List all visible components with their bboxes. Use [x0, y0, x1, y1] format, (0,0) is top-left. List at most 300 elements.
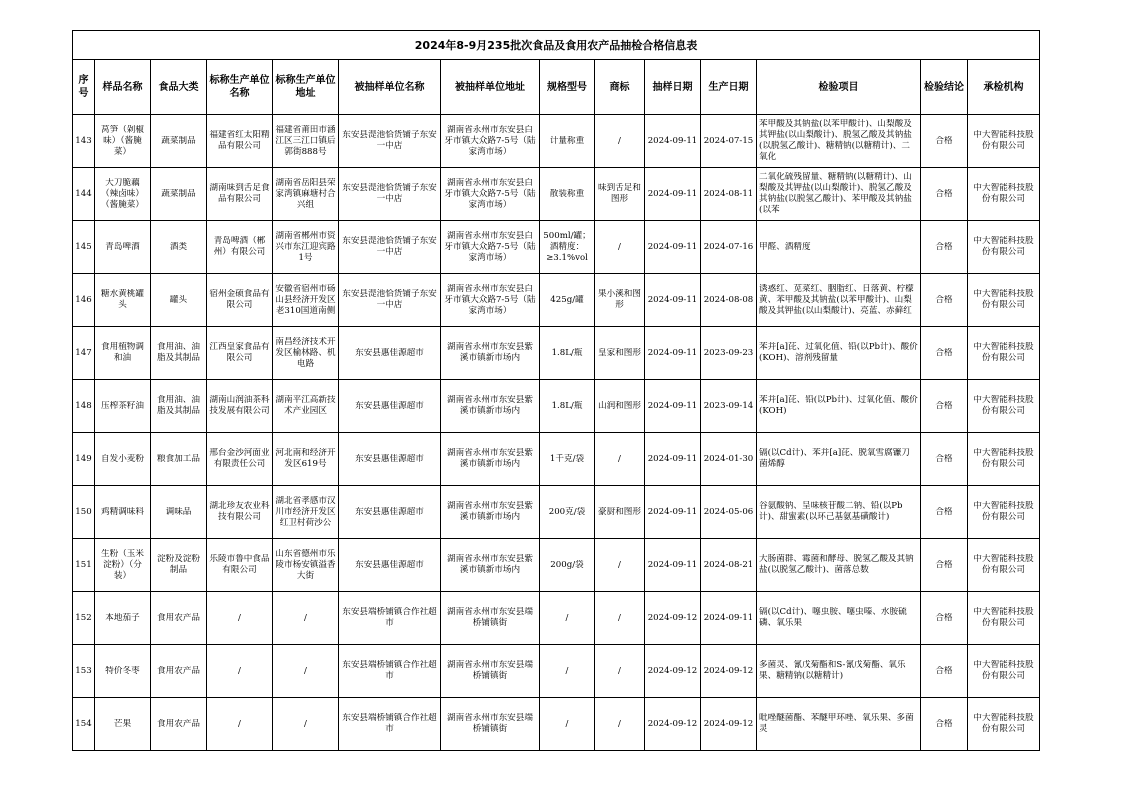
cell-spec	[540, 327, 595, 380]
cell-sampled-address	[441, 221, 540, 274]
cell-category	[151, 433, 207, 486]
cell-brand-text: /	[618, 718, 621, 729]
cell-sampled-unit	[339, 645, 441, 698]
cell-brand	[595, 221, 645, 274]
cell-producer-address	[273, 433, 339, 486]
cell-items	[757, 486, 921, 539]
cell-spec	[540, 168, 595, 221]
cell-sample-name-text: 生粉（玉米淀粉）（分装）	[101, 548, 144, 581]
cell-result-text: 合格	[935, 506, 953, 517]
cell-producer-address-text: 南昌经济技术开发区榆林路、机电路	[275, 336, 336, 369]
cell-spec-text: 1千克/袋	[549, 453, 585, 464]
cell-brand	[595, 592, 645, 645]
cell-sample-date	[645, 327, 701, 380]
column-header: 被抽样单位名称	[339, 60, 441, 115]
cell-brand	[595, 380, 645, 433]
cell-sampled-unit	[339, 327, 441, 380]
cell-spec-text: /	[565, 665, 569, 676]
cell-items-text: 苯甲酸及其钠盐(以苯甲酸计)、山梨酸及其钾盐(以山梨酸计)、脱氢乙酸及其钠盐(以脱氢乙酸计)、糖精钠(以糖精计)、二氧化	[759, 119, 912, 162]
cell-agency	[968, 115, 1040, 168]
column-header: 抽样日期	[645, 60, 701, 115]
cell-result-text: 合格	[935, 559, 953, 570]
cell-sample-name	[95, 380, 151, 433]
cell-sampled-address-text: 湖南省永州市东安县端桥铺镇街	[447, 660, 533, 681]
cell-sample-date-text: 2024-09-12	[647, 612, 698, 623]
cell-items	[757, 327, 921, 380]
cell-production-date	[701, 380, 757, 433]
cell-sample-date	[645, 221, 701, 274]
cell-sample-name	[95, 433, 151, 486]
cell-production-date	[701, 698, 757, 751]
cell-spec	[540, 221, 595, 274]
cell-sampled-address-text: 湖南省永州市东安县紫溪市镇新市场内	[447, 501, 533, 522]
cell-producer-address	[273, 645, 339, 698]
inspection-table	[72, 30, 1040, 751]
cell-sampled-unit	[339, 698, 441, 751]
column-header: 标称生产单位地址	[273, 60, 339, 115]
cell-producer	[207, 433, 273, 486]
cell-production-date-text: 2024-07-15	[703, 135, 754, 146]
cell-production-date-text: 2024-07-16	[703, 241, 754, 252]
cell-spec	[540, 486, 595, 539]
cell-sampled-address-text: 湖南省永州市东安县白牙市镇大众路7-5号（陆家湾市场）	[444, 283, 536, 316]
cell-production-date	[701, 221, 757, 274]
cell-production-date	[701, 274, 757, 327]
cell-producer-address-text: 山东省德州市乐陵市杨安镇溢香大街	[275, 548, 336, 581]
cell-brand	[595, 486, 645, 539]
cell-items-text: 吡唑醚菌酯、苯醚甲环唑、氧乐果、多菌灵	[759, 713, 914, 734]
cell-result-text: 合格	[935, 347, 953, 358]
cell-sample-name	[95, 539, 151, 592]
cell-sampled-unit-text: 东安县湜池恰货铺子东安一中店	[342, 289, 437, 310]
cell-sample-name	[95, 592, 151, 645]
cell-sample-date-text: 2024-09-12	[647, 718, 698, 729]
cell-producer	[207, 380, 273, 433]
cell-sample-date-text: 2024-09-11	[647, 506, 698, 517]
table-row	[73, 380, 1040, 433]
cell-no	[73, 539, 95, 592]
column-header: 检验结论	[921, 60, 968, 115]
cell-sample-date-text: 2024-09-11	[647, 188, 698, 199]
cell-agency-text: 中大智能科技股份有限公司	[973, 501, 1034, 522]
cell-producer	[207, 327, 273, 380]
cell-category-text: 酒类	[169, 241, 188, 252]
cell-result-text: 合格	[935, 188, 953, 199]
cell-producer-address-text: 湖北省孝感市汉川市经济开发区红卫村荷沙公	[275, 495, 336, 528]
cell-producer-address-text: 河北南和经济开发区619号	[275, 448, 336, 469]
cell-brand	[595, 327, 645, 380]
cell-spec	[540, 592, 595, 645]
table-title: 2024年8-9月235批次食品及食用农产品抽检合格信息表	[73, 31, 1040, 60]
cell-producer-address	[273, 168, 339, 221]
cell-agency-text: 中大智能科技股份有限公司	[973, 236, 1034, 257]
cell-producer-text: 乐陵市鲁中食品有限公司	[209, 554, 270, 575]
cell-category-text: 调味品	[165, 506, 192, 517]
cell-brand	[595, 168, 645, 221]
cell-sampled-unit-text: 东安县湜池恰货铺子东安一中店	[342, 183, 437, 204]
cell-items	[757, 539, 921, 592]
cell-result-text: 合格	[935, 665, 953, 676]
cell-brand	[595, 539, 645, 592]
cell-production-date	[701, 327, 757, 380]
cell-sampled-unit	[339, 592, 441, 645]
cell-brand	[595, 433, 645, 486]
cell-sampled-address	[441, 592, 540, 645]
cell-producer-address	[273, 221, 339, 274]
cell-sample-name-text: 莴笋（剁椒味）（酱腌菜）	[101, 124, 144, 157]
column-header: 规格型号	[540, 60, 595, 115]
cell-items	[757, 592, 921, 645]
cell-result-text: 合格	[935, 453, 953, 464]
cell-sample-date-text: 2024-09-11	[647, 135, 698, 146]
cell-producer-address	[273, 115, 339, 168]
cell-sampled-unit-text: 东安县惠佳源超市	[355, 347, 424, 358]
cell-result	[921, 539, 968, 592]
cell-sample-date-text: 2024-09-11	[647, 241, 698, 252]
cell-no	[73, 486, 95, 539]
cell-spec-text: /	[565, 612, 569, 623]
cell-brand-text: 皇家和图形	[598, 347, 641, 358]
cell-sampled-address-text: 湖南省永州市东安县紫溪市镇新市场内	[447, 342, 533, 363]
cell-category-text: 食用油、油脂及其制品	[157, 342, 200, 363]
cell-agency	[968, 380, 1040, 433]
cell-category	[151, 380, 207, 433]
cell-producer-text: 湖南味到舌足食品有限公司	[209, 183, 270, 204]
table-row	[73, 698, 1040, 751]
cell-no-text: 150	[75, 506, 92, 517]
cell-sample-date-text: 2024-09-11	[647, 559, 698, 570]
cell-sampled-unit-text: 东安县湜池恰货铺子东安一中店	[342, 236, 437, 257]
cell-category	[151, 645, 207, 698]
cell-sample-name-text: 自发小麦粉	[101, 453, 144, 464]
cell-sample-name	[95, 221, 151, 274]
cell-sampled-unit-text: 东安县端桥铺镇合作社超市	[342, 713, 437, 734]
cell-brand-text: 山润和图形	[598, 400, 641, 411]
cell-producer	[207, 115, 273, 168]
cell-producer-address-text: 安徽省宿州市砀山县经济开发区老310国道南侧	[275, 283, 336, 316]
cell-category-text: 蔬菜制品	[161, 188, 196, 199]
cell-no-text: 151	[75, 559, 92, 570]
cell-category	[151, 486, 207, 539]
cell-agency	[968, 592, 1040, 645]
cell-sample-date	[645, 168, 701, 221]
cell-sampled-unit	[339, 380, 441, 433]
cell-result-text: 合格	[935, 135, 953, 146]
cell-category-text: 粮食加工品	[157, 453, 200, 464]
cell-result	[921, 433, 968, 486]
column-header: 标称生产单位名称	[207, 60, 273, 115]
cell-sample-name-text: 本地茄子	[105, 612, 140, 623]
cell-items	[757, 274, 921, 327]
cell-producer	[207, 486, 273, 539]
cell-sample-date	[645, 380, 701, 433]
cell-no-text: 153	[75, 665, 92, 676]
cell-no	[73, 698, 95, 751]
cell-sampled-address	[441, 168, 540, 221]
cell-production-date-text: 2023-09-23	[703, 347, 754, 358]
cell-agency	[968, 645, 1040, 698]
cell-sampled-unit-text: 东安县惠佳源超市	[355, 400, 424, 411]
table-row	[73, 274, 1040, 327]
cell-sampled-address-text: 湖南省永州市东安县白牙市镇大众路7-5号（陆家湾市场）	[444, 124, 536, 157]
table-row	[73, 115, 1040, 168]
cell-sampled-unit	[339, 486, 441, 539]
cell-sampled-address-text: 湖南省永州市东安县紫溪市镇新市场内	[447, 554, 533, 575]
table-row	[73, 645, 1040, 698]
cell-sample-name	[95, 274, 151, 327]
table-row	[73, 486, 1040, 539]
cell-category-text: 食用农产品	[157, 612, 200, 623]
cell-producer-text: 湖北珍友农业科技有限公司	[209, 501, 270, 522]
column-header: 生产日期	[701, 60, 757, 115]
cell-producer	[207, 592, 273, 645]
cell-sampled-address	[441, 698, 540, 751]
cell-production-date-text: 2024-09-11	[703, 612, 754, 623]
cell-sampled-unit-text: 东安县惠佳源超市	[355, 453, 424, 464]
cell-producer-address	[273, 486, 339, 539]
cell-producer-address-text: /	[304, 718, 307, 729]
cell-brand-text: 果小溪和图形	[598, 289, 641, 310]
cell-sampled-address-text: 湖南省永州市东安县紫溪市镇新市场内	[447, 448, 533, 469]
cell-spec	[540, 115, 595, 168]
cell-brand	[595, 645, 645, 698]
cell-category	[151, 539, 207, 592]
table-body	[73, 115, 1040, 751]
cell-sample-name-text: 大刀脆藕（辣卤味）（酱腌菜）	[101, 177, 144, 210]
cell-sampled-address	[441, 486, 540, 539]
cell-brand-text: /	[618, 135, 621, 146]
cell-sampled-unit	[339, 539, 441, 592]
cell-items-text: 诱惑红、苋菜红、胭脂红、日落黄、柠檬黄、苯甲酸及其钠盐(以苯甲酸计)、山梨酸及其钾盐(以山梨酸计)、亮蓝、赤藓红	[759, 283, 914, 316]
cell-no-text: 144	[75, 188, 92, 199]
cell-agency-text: 中大智能科技股份有限公司	[973, 713, 1034, 734]
cell-spec	[540, 433, 595, 486]
cell-agency-text: 中大智能科技股份有限公司	[973, 130, 1034, 151]
cell-items-text: 多菌灵、氰戊菊酯和S-氰戊菊酯、氧乐果、糖精钠(以糖精计)	[759, 660, 906, 681]
cell-category	[151, 221, 207, 274]
cell-sample-date-text: 2024-09-11	[647, 400, 698, 411]
cell-production-date-text: 2024-08-08	[703, 294, 754, 305]
cell-result	[921, 645, 968, 698]
cell-category-text: 食用油、油脂及其制品	[157, 395, 200, 416]
cell-producer	[207, 168, 273, 221]
cell-result-text: 合格	[935, 400, 953, 411]
cell-producer-text: 青岛啤酒（郴州）有限公司	[213, 236, 266, 257]
cell-sample-name-text: 糖水黄桃罐头	[101, 289, 144, 310]
cell-sample-name	[95, 168, 151, 221]
cell-sampled-unit	[339, 221, 441, 274]
cell-sampled-address	[441, 274, 540, 327]
cell-category	[151, 592, 207, 645]
cell-production-date	[701, 539, 757, 592]
cell-producer-text: /	[238, 718, 241, 729]
cell-items	[757, 221, 921, 274]
cell-items-text: 镉(以Cd计)、苯并[a]芘、脱氧雪腐镰刀菌烯醇	[759, 448, 910, 469]
cell-producer-text: 湖南山润油茶科技发展有限公司	[209, 395, 270, 416]
cell-sample-date	[645, 274, 701, 327]
cell-brand-text: 味到舌足和图形	[598, 183, 641, 204]
cell-producer-text: 江西皇家食品有限公司	[209, 342, 270, 363]
cell-brand-text: /	[618, 612, 621, 623]
cell-result-text: 合格	[935, 294, 953, 305]
cell-sampled-unit-text: 东安县惠佳源超市	[355, 506, 424, 517]
cell-items	[757, 433, 921, 486]
cell-production-date-text: 2024-01-30	[703, 453, 754, 464]
cell-result	[921, 168, 968, 221]
cell-sample-name	[95, 327, 151, 380]
cell-sampled-address	[441, 380, 540, 433]
cell-sample-name-text: 食用植物调和油	[101, 342, 144, 363]
cell-producer-address-text: 湖南省岳阳县荣家湾镇麻塘村合兴组	[275, 177, 336, 210]
cell-producer-address-text: 福建省莆田市涵江区三江口镇后郭街888号	[275, 124, 336, 157]
cell-agency-text: 中大智能科技股份有限公司	[973, 342, 1034, 363]
cell-production-date-text: 2023-09-14	[703, 400, 754, 411]
cell-agency-text: 中大智能科技股份有限公司	[973, 395, 1034, 416]
cell-no-text: 149	[75, 453, 92, 464]
cell-agency	[968, 327, 1040, 380]
cell-sample-date	[645, 486, 701, 539]
cell-category-text: 食用农产品	[157, 718, 200, 729]
cell-sampled-unit-text: 东安县惠佳源超市	[355, 559, 424, 570]
cell-result	[921, 486, 968, 539]
cell-sampled-unit	[339, 274, 441, 327]
cell-producer-text: 宿州金硕食品有限公司	[209, 289, 270, 310]
cell-sample-name	[95, 698, 151, 751]
cell-sample-date	[645, 645, 701, 698]
cell-sample-date	[645, 433, 701, 486]
cell-sampled-address-text: 湖南省永州市东安县紫溪市镇新市场内	[447, 395, 533, 416]
table-row	[73, 539, 1040, 592]
cell-items	[757, 698, 921, 751]
cell-sample-name-text: 压榨茶籽油	[101, 400, 144, 411]
cell-sampled-unit-text: 东安县端桥铺镇合作社超市	[342, 660, 437, 681]
cell-agency	[968, 221, 1040, 274]
column-header: 承检机构	[968, 60, 1040, 115]
cell-result-text: 合格	[935, 612, 953, 623]
cell-agency	[968, 274, 1040, 327]
cell-agency	[968, 486, 1040, 539]
column-header: 检验项目	[757, 60, 921, 115]
cell-no-text: 146	[75, 294, 92, 305]
cell-sample-name-text: 鸡精调味料	[101, 506, 144, 517]
cell-spec-text: 1.8L/瓶	[551, 347, 583, 358]
cell-sampled-address	[441, 645, 540, 698]
cell-producer	[207, 539, 273, 592]
cell-production-date-text: 2024-08-11	[703, 188, 754, 199]
cell-spec-text: 500ml/罐；酒精度：≥3.1%vol	[543, 230, 591, 263]
cell-no	[73, 221, 95, 274]
cell-brand-text: 豪厨和图形	[598, 506, 641, 517]
cell-result	[921, 115, 968, 168]
cell-spec	[540, 645, 595, 698]
table-row	[73, 168, 1040, 221]
cell-category-text: 罐头	[169, 294, 188, 305]
cell-no-text: 143	[75, 135, 92, 146]
cell-result	[921, 698, 968, 751]
cell-result	[921, 221, 968, 274]
cell-sample-date-text: 2024-09-11	[647, 347, 698, 358]
cell-production-date	[701, 645, 757, 698]
cell-sample-date	[645, 115, 701, 168]
cell-sample-date	[645, 592, 701, 645]
cell-sample-name-text: 特价冬枣	[105, 665, 140, 676]
cell-sampled-unit	[339, 433, 441, 486]
cell-agency-text: 中大智能科技股份有限公司	[973, 607, 1034, 628]
cell-result	[921, 592, 968, 645]
cell-brand-text: /	[618, 665, 621, 676]
cell-production-date-text: 2024-09-12	[703, 665, 754, 676]
cell-spec-text: 425g/罐	[550, 294, 584, 305]
cell-brand-text: /	[618, 559, 621, 570]
cell-producer-address	[273, 698, 339, 751]
cell-production-date	[701, 168, 757, 221]
cell-producer	[207, 645, 273, 698]
cell-spec	[540, 380, 595, 433]
cell-agency	[968, 539, 1040, 592]
cell-producer	[207, 274, 273, 327]
cell-producer-address-text: 湖南平江高新技术产业园区	[275, 395, 336, 416]
cell-result	[921, 274, 968, 327]
cell-category	[151, 115, 207, 168]
cell-producer-text: /	[238, 665, 241, 676]
cell-result-text: 合格	[935, 241, 953, 252]
cell-sample-name	[95, 645, 151, 698]
cell-agency	[968, 168, 1040, 221]
cell-agency-text: 中大智能科技股份有限公司	[973, 660, 1034, 681]
inspection-sheet	[72, 30, 1039, 751]
cell-sampled-address	[441, 539, 540, 592]
cell-category-text: 食用农产品	[157, 665, 200, 676]
cell-production-date	[701, 486, 757, 539]
cell-producer-address-text: /	[304, 612, 307, 623]
cell-producer-address	[273, 592, 339, 645]
cell-producer-address	[273, 274, 339, 327]
cell-sample-date-text: 2024-09-11	[647, 453, 698, 464]
cell-producer-address	[273, 327, 339, 380]
cell-result	[921, 380, 968, 433]
cell-production-date-text: 2024-08-21	[703, 559, 754, 570]
cell-production-date-text: 2024-05-06	[703, 506, 754, 517]
cell-sampled-address-text: 湖南省永州市东安县白牙市镇大众路7-5号（陆家湾市场）	[444, 230, 536, 263]
cell-brand	[595, 698, 645, 751]
cell-brand-text: /	[618, 453, 621, 464]
cell-items	[757, 380, 921, 433]
cell-no	[73, 433, 95, 486]
cell-no-text: 152	[75, 612, 92, 623]
cell-sample-date-text: 2024-09-11	[647, 294, 698, 305]
cell-spec-text: 计量称重	[549, 135, 585, 146]
cell-sample-name	[95, 115, 151, 168]
cell-sampled-unit-text: 东安县端桥铺镇合作社超市	[342, 607, 437, 628]
cell-brand	[595, 274, 645, 327]
cell-no-text: 145	[75, 241, 92, 252]
cell-no-text: 147	[75, 347, 92, 358]
cell-category-text: 蔬菜制品	[161, 135, 196, 146]
column-header: 样品名称	[95, 60, 151, 115]
cell-sample-date-text: 2024-09-12	[647, 665, 698, 676]
cell-no	[73, 380, 95, 433]
cell-result	[921, 327, 968, 380]
cell-sampled-address	[441, 115, 540, 168]
cell-no	[73, 274, 95, 327]
cell-sample-name-text: 芒果	[113, 718, 132, 729]
cell-sample-date	[645, 539, 701, 592]
cell-production-date	[701, 592, 757, 645]
cell-no	[73, 592, 95, 645]
cell-spec-text: 散装称重	[549, 188, 585, 199]
cell-producer-text: /	[238, 612, 241, 623]
cell-spec	[540, 274, 595, 327]
